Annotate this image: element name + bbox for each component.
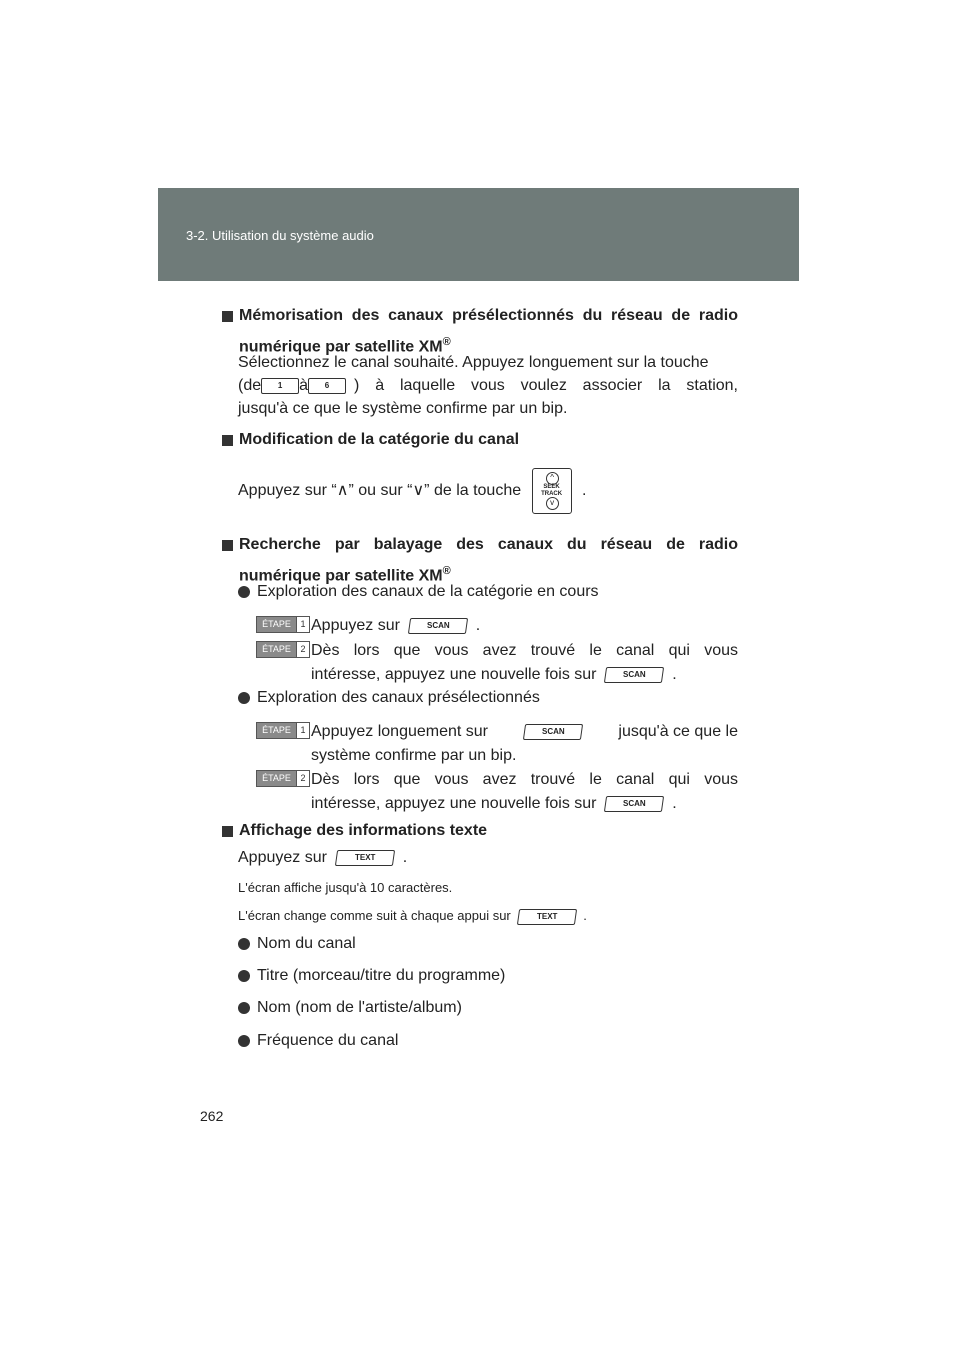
- square-bullet-icon: [222, 311, 233, 322]
- list-item: Titre (morceau/titre du programme): [238, 965, 738, 987]
- note-caracteres: L'écran affiche jusqu'à 10 caractères.: [238, 880, 453, 895]
- scan-key: SCAN: [604, 796, 664, 812]
- list-item: Nom (nom de l'artiste/album): [238, 997, 738, 1019]
- down-arrow-icon: v: [546, 497, 559, 510]
- step-badge: ÉTAPE 2: [256, 641, 310, 658]
- round-bullet-icon: [238, 692, 250, 704]
- step-1-preselectionnes: ÉTAPE 1 Appuyez longuement sur SCAN jusqu'à ce que le système confirme par un bip.: [256, 720, 738, 768]
- round-bullet-icon: [238, 1035, 250, 1047]
- scan-key: SCAN: [604, 667, 664, 683]
- bullet-categorie: Exploration des canaux de la catégorie en cours: [238, 581, 738, 603]
- heading-affichage: Affichage des informations texte: [222, 818, 738, 844]
- section-header: [158, 188, 799, 281]
- bullet-preselectionnes: Exploration des canaux présélectionnés: [238, 687, 738, 709]
- text-key: TEXT: [517, 909, 577, 925]
- preset-1-key: 1: [261, 378, 299, 394]
- step-badge: ÉTAPE 2: [256, 770, 310, 787]
- step-2-categorie: ÉTAPE 2 Dès lors que vous avez trouvé le canal qui vous intéresse, appuyez une nouvelle fois sur SCAN .: [256, 639, 738, 687]
- seek-track-key-icon: ^ SEEK TRACK v: [532, 468, 572, 514]
- square-bullet-icon: [222, 435, 233, 446]
- step-2-preselectionnes: ÉTAPE 2 Dès lors que vous avez trouvé le canal qui vous intéresse, appuyez une nouvelle fois sur SCAN .: [256, 768, 738, 816]
- page-number: 262: [200, 1108, 224, 1124]
- note-ecran: L'écran change comme suit à chaque appui sur TEXT .: [238, 908, 587, 923]
- heading-modification: Modification de la catégorie du canal: [222, 427, 738, 453]
- affichage-text: Appuyez sur TEXT .: [238, 849, 408, 866]
- step-badge: ÉTAPE 1: [256, 616, 310, 633]
- round-bullet-icon: [238, 586, 250, 598]
- modification-text: Appuyez sur “∧” ou sur “∨” de la touche ^ SEEK TRACK v .: [238, 468, 738, 514]
- heading-memorisation: Mémorisation des canaux présélectionnés du réseau de radio numérique par satellite XM®: [222, 303, 738, 360]
- round-bullet-icon: [238, 970, 250, 982]
- scan-key: SCAN: [408, 618, 468, 634]
- round-bullet-icon: [238, 1002, 250, 1014]
- heading-recherche: Recherche par balayage des canaux du réseau de radio numérique par satellite XM®: [222, 532, 738, 589]
- section-title: 3-2. Utilisation du système audio: [186, 228, 374, 243]
- square-bullet-icon: [222, 540, 233, 551]
- list-item: Nom du canal: [238, 933, 738, 955]
- preset-6-key: 6: [308, 378, 346, 394]
- step-badge: ÉTAPE 1: [256, 722, 310, 739]
- scan-key: SCAN: [523, 724, 583, 740]
- square-bullet-icon: [222, 826, 233, 837]
- text-key: TEXT: [335, 850, 395, 866]
- memorisation-text: Sélectionnez le canal souhaité. Appuyez longuement sur la touche (de 1 à 6 ) à laquelle vous voulez associer la station, jusqu'à ce que le système confirme par un bip.: [238, 354, 738, 417]
- up-arrow-icon: ^: [546, 472, 559, 485]
- step-1-categorie: ÉTAPE 1 Appuyez sur SCAN .: [256, 614, 738, 638]
- list-item: Fréquence du canal: [238, 1030, 738, 1052]
- round-bullet-icon: [238, 938, 250, 950]
